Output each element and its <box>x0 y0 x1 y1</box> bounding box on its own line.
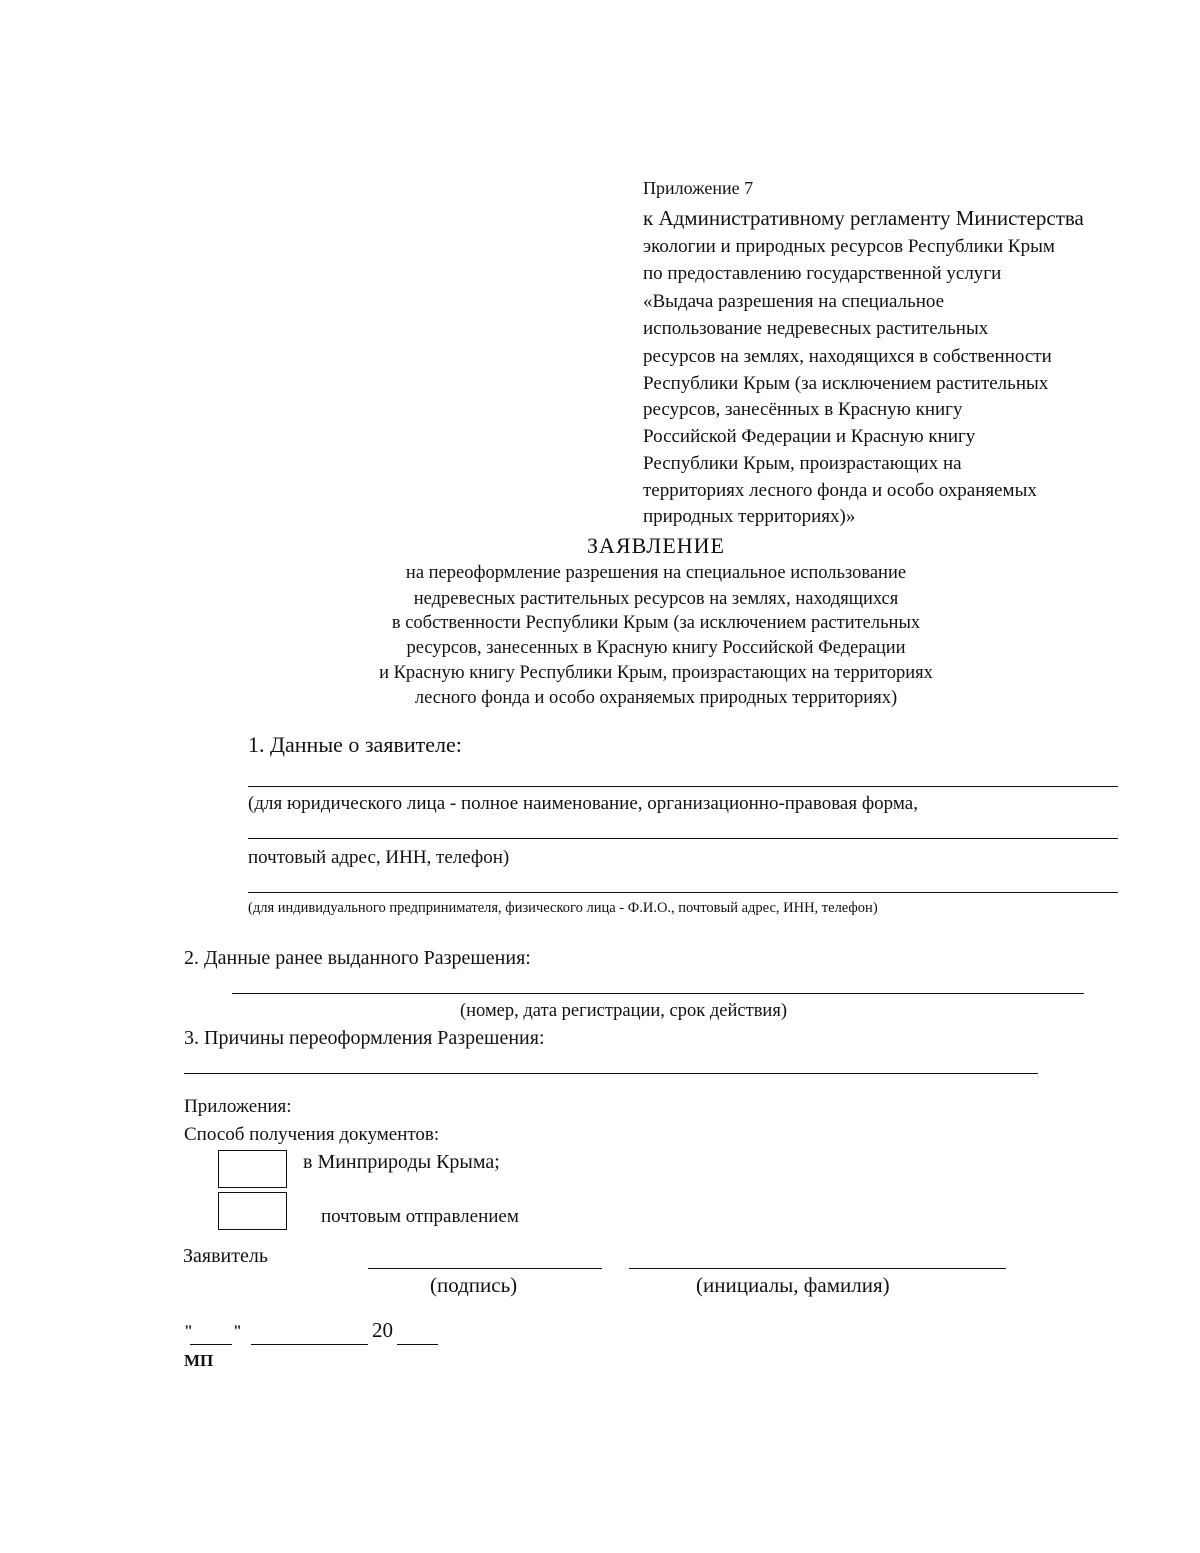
appendix-line: Российской Федерации и Красную книгу <box>643 426 976 447</box>
legal-entity-hint: (для юридического лица - полное наименование, организационно-правовая форма, <box>248 793 918 814</box>
appendix-line: использование недревесных растительных <box>643 318 989 339</box>
date-quote-close: " <box>233 1323 242 1340</box>
delivery-option-1-label: в Минприроды Крыма; <box>303 1151 500 1173</box>
name-hint: (инициалы, фамилия) <box>696 1273 890 1297</box>
statement-title: ЗАЯВЛЕНИЕ <box>587 533 725 558</box>
delivery-option-2-checkbox[interactable] <box>218 1192 287 1230</box>
appendix-title: Приложение 7 <box>643 178 754 198</box>
appendix-line: по предоставлению государственной услуги <box>643 263 1002 284</box>
signature-input-line[interactable] <box>368 1268 602 1269</box>
applicant-legal-input-line[interactable] <box>248 786 1118 787</box>
appendix-line: природных территориях)» <box>643 506 856 527</box>
section-2-heading: 2. Данные ранее выданного Разрешения: <box>184 947 531 969</box>
date-year-input-line[interactable] <box>397 1344 438 1345</box>
stamp-label: МП <box>184 1351 214 1370</box>
appendix-line: к Административному регламенту Министерства <box>643 206 1084 230</box>
appendix-line: «Выдача разрешения на специальное <box>643 291 945 312</box>
section-1-heading: 1. Данные о заявителе: <box>248 732 462 757</box>
name-input-line[interactable] <box>629 1268 1006 1269</box>
applicant-label: Заявитель <box>183 1245 268 1267</box>
appendix-line: территориях лесного фонда и особо охраняемых <box>643 480 1037 501</box>
reasons-input-line[interactable] <box>184 1073 1038 1074</box>
delivery-option-2-label: почтовым отправлением <box>321 1206 519 1227</box>
delivery-option-1-checkbox[interactable] <box>218 1150 287 1188</box>
appendix-line: ресурсов, занесённых в Красную книгу <box>643 399 963 420</box>
delivery-label: Способ получения документов: <box>184 1124 440 1145</box>
date-month-input-line[interactable] <box>251 1344 368 1345</box>
statement-subtitle-line: на переоформление разрешения на специальное использование <box>405 563 907 583</box>
date-day-input-line[interactable] <box>190 1344 232 1345</box>
permit-data-hint: (номер, дата регистрации, срок действия) <box>460 1001 788 1021</box>
appendix-line: Республики Крым, произрастающих на <box>643 453 962 474</box>
statement-subtitle-line: ресурсов, занесенных в Красную книгу Российской Федерации <box>406 638 906 658</box>
appendix-line: ресурсов на землях, находящихся в собственности <box>643 346 1052 367</box>
section-3-heading: 3. Причины переоформления Разрешения: <box>184 1027 545 1049</box>
statement-subtitle-line: и Красную книгу Республики Крым, произрастающих на территориях <box>379 663 933 683</box>
date-quote-open: " <box>184 1323 193 1340</box>
appendix-line: экологии и природных ресурсов Республики Крым <box>643 236 1055 257</box>
statement-subtitle-line: недревесных растительных ресурсов на землях, находящихся <box>413 589 899 609</box>
appendix-line: Республики Крым (за исключением растительных <box>643 373 1049 394</box>
legal-entity-hint-2: почтовый адрес, ИНН, телефон) <box>248 847 510 868</box>
statement-subtitle-line: лесного фонда и особо охраняемых природных территориях) <box>414 688 898 708</box>
signature-hint: (подпись) <box>430 1273 518 1297</box>
applicant-address-input-line[interactable] <box>248 838 1118 839</box>
individual-hint: (для индивидуального предпринимателя, физического лица - Ф.И.О., почтовый адрес, ИНН, телефон) <box>248 900 878 916</box>
statement-subtitle-line: в собственности Республики Крым (за исключением растительных <box>391 613 921 633</box>
permit-data-input-line[interactable] <box>232 993 1084 994</box>
applicant-individual-input-line[interactable] <box>248 892 1118 893</box>
attachments-label: Приложения: <box>184 1096 292 1117</box>
date-year-prefix: 20 <box>372 1318 393 1342</box>
